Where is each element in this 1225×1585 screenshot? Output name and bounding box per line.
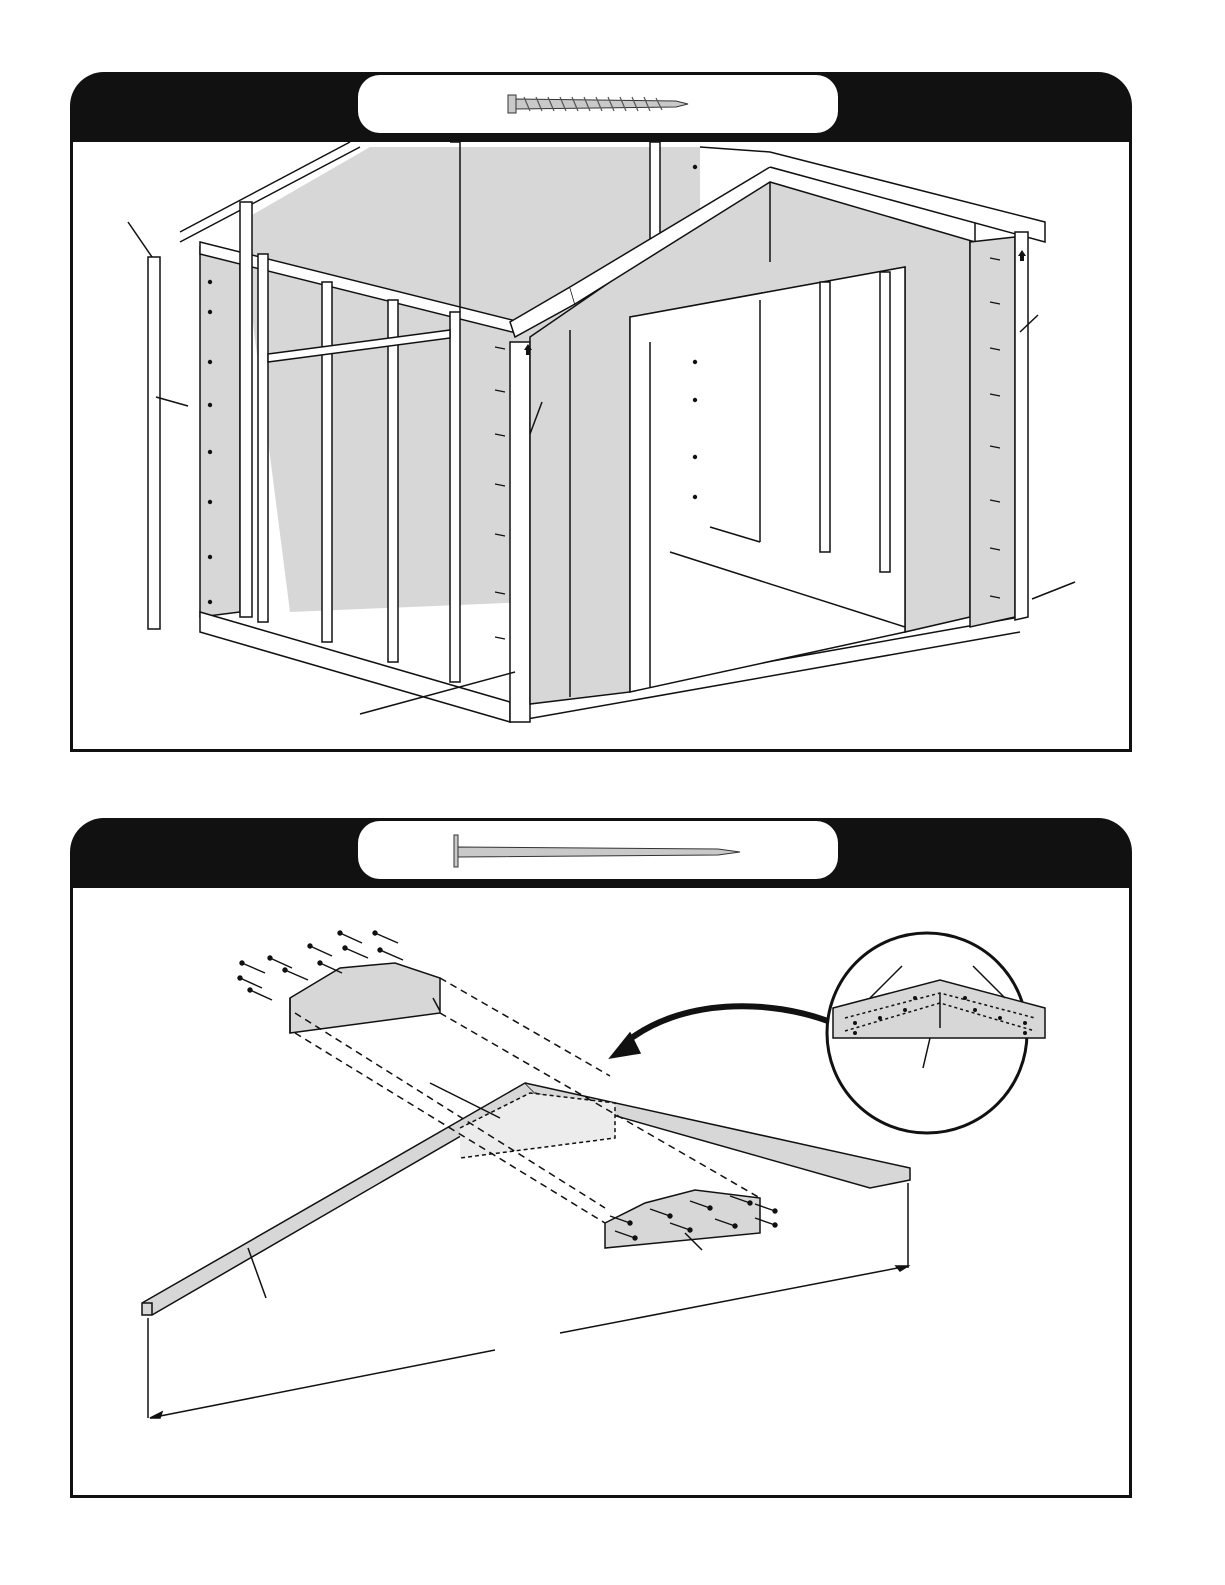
left-wall-siding — [200, 247, 240, 617]
step-panel-2 — [70, 818, 1132, 1498]
roof-truss-illustration — [70, 818, 1132, 1498]
shed-wall-illustration — [70, 72, 1132, 752]
step-panel-1 — [70, 72, 1132, 752]
top-gusset-plate — [290, 963, 440, 1033]
corner-trim-piece — [148, 257, 160, 629]
left-rafter — [142, 1083, 535, 1315]
right-wall-siding — [970, 237, 1015, 627]
